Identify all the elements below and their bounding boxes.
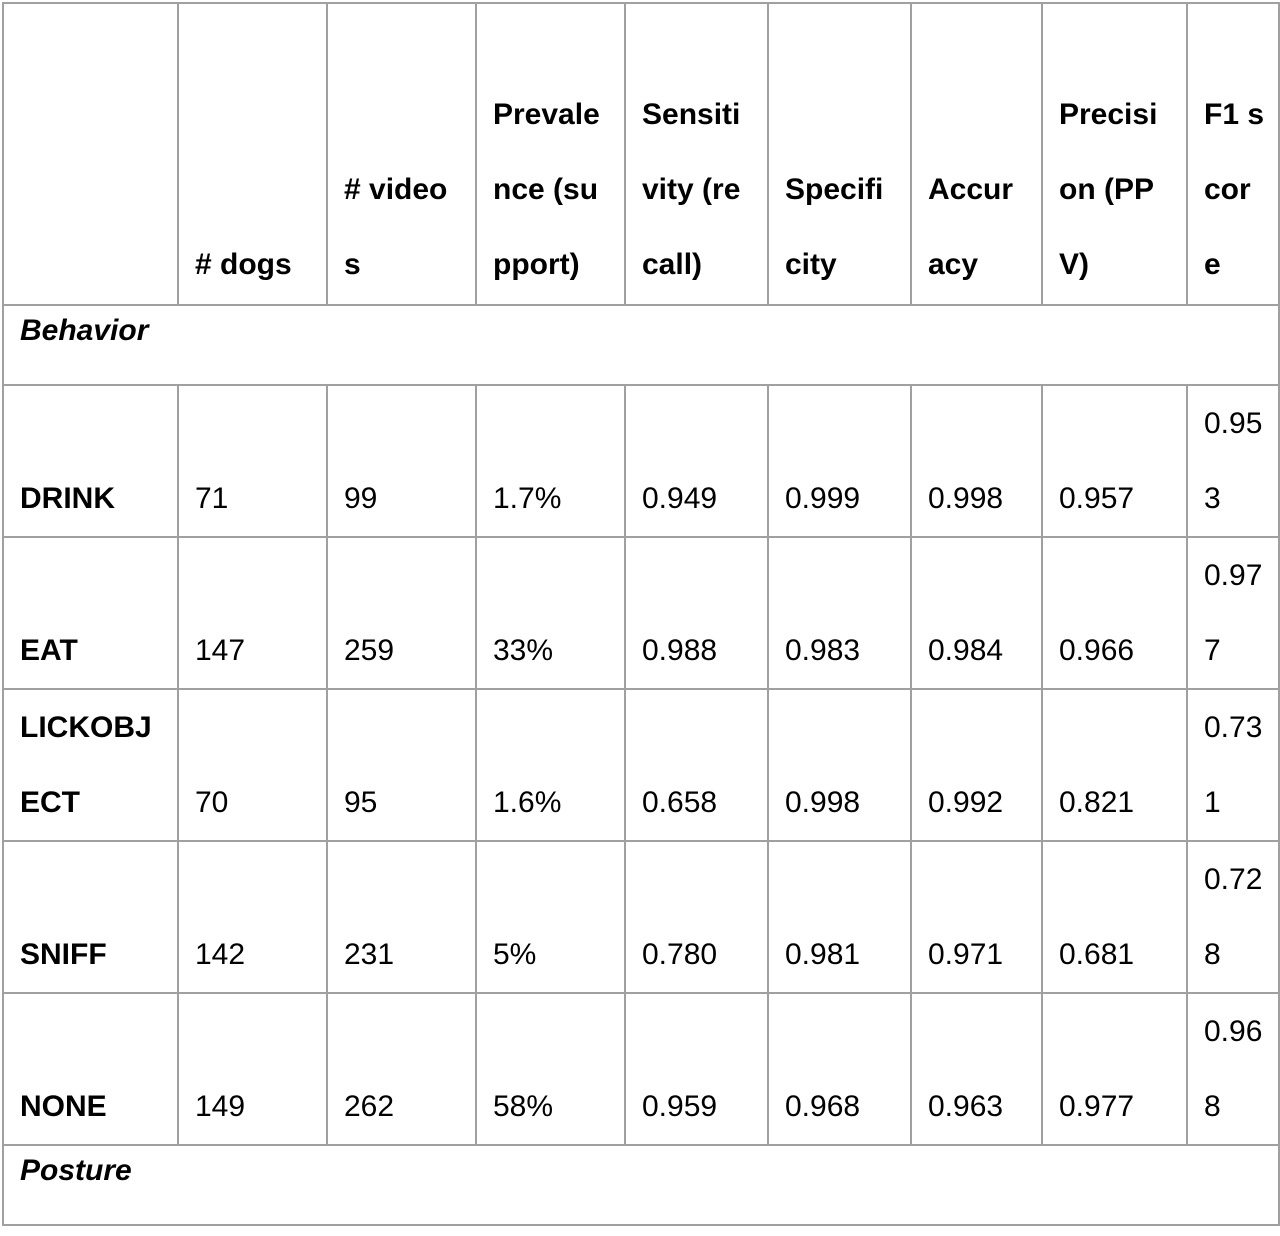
row-label: EAT bbox=[3, 537, 178, 689]
header-prevalence: Prevalence (support) bbox=[476, 3, 625, 305]
cell-dogs: 70 bbox=[178, 689, 327, 841]
cell-accuracy: 0.998 bbox=[911, 385, 1042, 537]
cell-f1: 0.728 bbox=[1187, 841, 1279, 993]
cell-accuracy: 0.971 bbox=[911, 841, 1042, 993]
header-sensitivity: Sensitivity (recall) bbox=[625, 3, 768, 305]
section-title-posture: Posture bbox=[3, 1145, 1279, 1225]
cell-precision: 0.966 bbox=[1042, 537, 1187, 689]
row-label: DRINK bbox=[3, 385, 178, 537]
cell-sensitivity: 0.658 bbox=[625, 689, 768, 841]
header-videos: # videos bbox=[327, 3, 476, 305]
cell-videos: 95 bbox=[327, 689, 476, 841]
table-row bbox=[3, 537, 1279, 689]
cell-specificity: 0.999 bbox=[768, 385, 911, 537]
header-label bbox=[3, 3, 178, 305]
header-row bbox=[3, 3, 1279, 305]
row-label: NONE bbox=[3, 993, 178, 1145]
cell-accuracy: 0.963 bbox=[911, 993, 1042, 1145]
cell-precision: 0.821 bbox=[1042, 689, 1187, 841]
section-row-behavior bbox=[3, 305, 1279, 385]
table-row bbox=[3, 385, 1279, 537]
cell-sensitivity: 0.949 bbox=[625, 385, 768, 537]
cell-dogs: 147 bbox=[178, 537, 327, 689]
header-specificity: Specificity bbox=[768, 3, 911, 305]
cell-prevalence: 5% bbox=[476, 841, 625, 993]
metrics-table bbox=[2, 2, 1280, 1226]
cell-videos: 262 bbox=[327, 993, 476, 1145]
header-f1: F1 score bbox=[1187, 3, 1279, 305]
cell-videos: 99 bbox=[327, 385, 476, 537]
cell-prevalence: 58% bbox=[476, 993, 625, 1145]
cell-sensitivity: 0.780 bbox=[625, 841, 768, 993]
row-label: LICKOBJECT bbox=[3, 689, 178, 841]
cell-videos: 231 bbox=[327, 841, 476, 993]
table-row bbox=[3, 993, 1279, 1145]
cell-dogs: 71 bbox=[178, 385, 327, 537]
cell-prevalence: 1.6% bbox=[476, 689, 625, 841]
cell-prevalence: 1.7% bbox=[476, 385, 625, 537]
table-row bbox=[3, 841, 1279, 993]
cell-specificity: 0.998 bbox=[768, 689, 911, 841]
cell-precision: 0.977 bbox=[1042, 993, 1187, 1145]
cell-prevalence: 33% bbox=[476, 537, 625, 689]
section-row-posture bbox=[3, 1145, 1279, 1225]
cell-accuracy: 0.992 bbox=[911, 689, 1042, 841]
row-label: SNIFF bbox=[3, 841, 178, 993]
cell-sensitivity: 0.959 bbox=[625, 993, 768, 1145]
cell-dogs: 149 bbox=[178, 993, 327, 1145]
cell-specificity: 0.968 bbox=[768, 993, 911, 1145]
cell-precision: 0.957 bbox=[1042, 385, 1187, 537]
table-row bbox=[3, 689, 1279, 841]
header-precision: Precision (PPV) bbox=[1042, 3, 1187, 305]
cell-precision: 0.681 bbox=[1042, 841, 1187, 993]
header-accuracy: Accuracy bbox=[911, 3, 1042, 305]
cell-f1: 0.731 bbox=[1187, 689, 1279, 841]
cell-videos: 259 bbox=[327, 537, 476, 689]
cell-f1: 0.977 bbox=[1187, 537, 1279, 689]
cell-dogs: 142 bbox=[178, 841, 327, 993]
section-title-behavior: Behavior bbox=[3, 305, 1279, 385]
cell-specificity: 0.981 bbox=[768, 841, 911, 993]
cell-accuracy: 0.984 bbox=[911, 537, 1042, 689]
cell-sensitivity: 0.988 bbox=[625, 537, 768, 689]
cell-specificity: 0.983 bbox=[768, 537, 911, 689]
header-dogs: # dogs bbox=[178, 3, 327, 305]
cell-f1: 0.953 bbox=[1187, 385, 1279, 537]
cell-f1: 0.968 bbox=[1187, 993, 1279, 1145]
